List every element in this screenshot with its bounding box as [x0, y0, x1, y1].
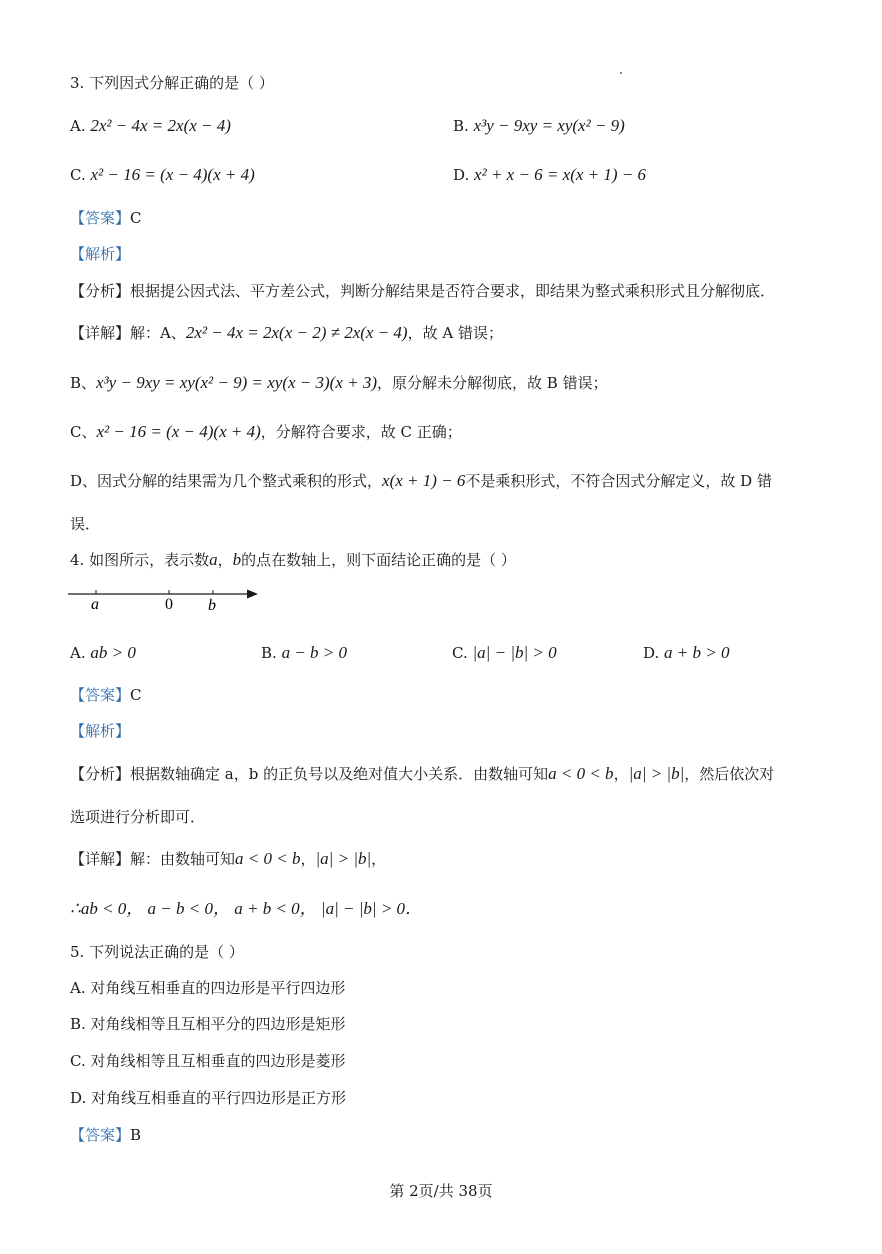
q3-stem: 3. 下列因式分解正确的是（ ）	[70, 74, 274, 92]
q5-option-b: B. 对角线相等且互相平分的四边形是矩形	[70, 1015, 346, 1033]
axis-label-b: b	[208, 597, 216, 614]
number-line	[66, 580, 266, 614]
q4-option-b: B. a − b > 0	[261, 643, 348, 662]
q4-option-a: A. ab > 0	[70, 643, 136, 662]
q3-fenxi: 【分析】根据提公因式法、平方差公式，判断分解结果是否符合要求，即结果为整式乘积形式且分解彻底．	[70, 282, 776, 300]
q3-detail-c: C、x² − 16 = (x − 4)(x + 4)，分解符合要求，故 C 正确；	[70, 422, 462, 441]
q4-fenxi: 【分析】根据数轴确定 a，b 的正负号以及绝对值大小关系．由数轴可知a < 0 < b，|a| > |b|，然后依次对	[70, 764, 775, 783]
q5-option-a: A. 对角线互相垂直的四边形是平行四边形	[70, 979, 346, 997]
q3-detail-d: D、因式分解的结果需为几个整式乘积的形式，x(x + 1) − 6不是乘积形式，不符合因式分解定义，故 D 错	[70, 471, 772, 490]
q5-option-c: C. 对角线相等且互相垂直的四边形是菱形	[70, 1052, 346, 1070]
q4-option-d: D. a + b > 0	[643, 643, 730, 662]
q4-fenxi-cont: 选项进行分析即可．	[70, 808, 206, 826]
q3-option-d: D. x² + x − 6 = x(x + 1) − 6	[453, 165, 647, 184]
axis-label-0: 0	[165, 596, 173, 613]
axis-arrow	[247, 590, 258, 599]
q4-answer: 【答案】C	[70, 686, 142, 704]
q4-stem: 4. 如图所示，表示数a，b的点在数轴上，则下面结论正确的是（ ）	[70, 550, 516, 569]
q5-answer: 【答案】B	[70, 1126, 142, 1144]
q3-option-b: B. x³y − 9xy = xy(x² − 9)	[453, 116, 625, 135]
q3-option-c: C. x² − 16 = (x − 4)(x + 4)	[70, 165, 255, 184]
q5-stem: 5. 下列说法正确的是（ ）	[70, 943, 244, 961]
q3-option-a: A. 2x² − 4x = 2x(x − 4)	[70, 116, 231, 135]
q4-jiexi-tag: 【解析】	[70, 722, 131, 740]
q4-conclusion: ∴ab < 0， a − b < 0， a + b < 0， |a| − |b| > 0．	[70, 899, 423, 918]
q4-option-c: C. |a| − |b| > 0	[452, 643, 557, 662]
q5-option-d: D. 对角线互相垂直的平行四边形是正方形	[70, 1089, 347, 1107]
axis-label-a: a	[91, 596, 99, 613]
q3-detail-b: B、x³y − 9xy = xy(x² − 9) = xy(x − 3)(x + 3)，原分解未分解彻底，故 B 错误；	[70, 373, 608, 392]
page-footer: 第 2页/共 38页	[389, 1182, 493, 1200]
q3-detail-a: 【详解】解：A、2x² − 4x = 2x(x − 2) ≠ 2x(x − 4)，故 A 错误；	[70, 323, 503, 342]
q3-jiexi-tag: 【解析】	[70, 245, 131, 263]
q3-answer: 【答案】C	[70, 209, 142, 227]
q3-detail-d-cont: 误．	[70, 515, 101, 533]
q4-detail: 【详解】解：由数轴可知a < 0 < b，|a| > |b|，	[70, 849, 387, 868]
